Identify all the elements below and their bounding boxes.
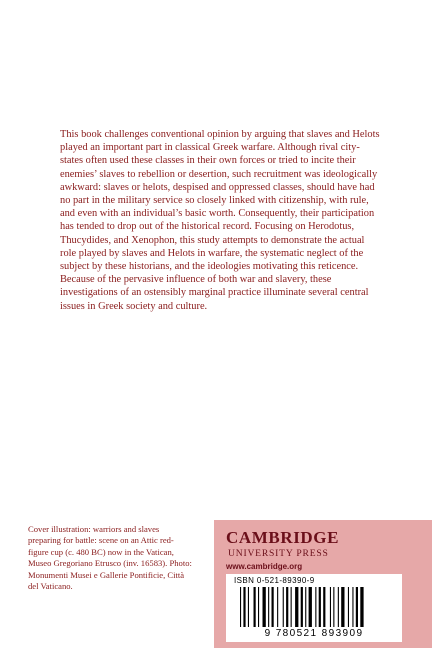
barcode-digits: 9 780521 893909 bbox=[264, 628, 364, 639]
publisher-name: CAMBRIDGE bbox=[226, 528, 340, 547]
isbn-text: ISBN 0-521-89390-9 bbox=[234, 576, 315, 585]
publisher-url: www.cambridge.org bbox=[226, 562, 303, 571]
back-cover-blurb: This book challenges conventional opinion by arguing that slaves and Helots played an important part in classical Greek warfare. Although rival city-states often used these classes in their own forces or tried to incite their enemies’ slaves to rebellion or desertion, such recruitment was ideologically awkward: slaves or helots, despised and oppressed classes, should have had no part in the military service so closely linked with citizenship, with rule, and even with an individual’s basic worth. Consequently, their participation has tended to drop out of the historical record. Focusing on Herodotus, Thucydides, and Xenophon, this study attempts to demonstrate the actual role played by slaves and Helots in warfare, the systematic neglect of the subject by these historians, and the ideologies motivating this reticence. Because of the pervasive influence of both war and slavery, these investigations of an ostensibly marginal practice illuminate several central issues in Greek society and culture. bbox=[60, 129, 380, 312]
barcode-icon bbox=[240, 587, 388, 627]
isbn-barcode bbox=[226, 574, 402, 642]
publisher-panel bbox=[214, 520, 432, 648]
cover-illustration-credit: Cover illustration: warriors and slaves preparing for battle: scene on an Attic red-figure cup (c. 480 BC) now in the Vatican, Museo Gregoriano Etrusco (inv. 16583). Photo: Monumenti Musei e Gallerie Pontificie, Città del Vaticano. bbox=[28, 524, 192, 592]
publisher-subtitle: UNIVERSITY PRESS bbox=[228, 548, 329, 559]
